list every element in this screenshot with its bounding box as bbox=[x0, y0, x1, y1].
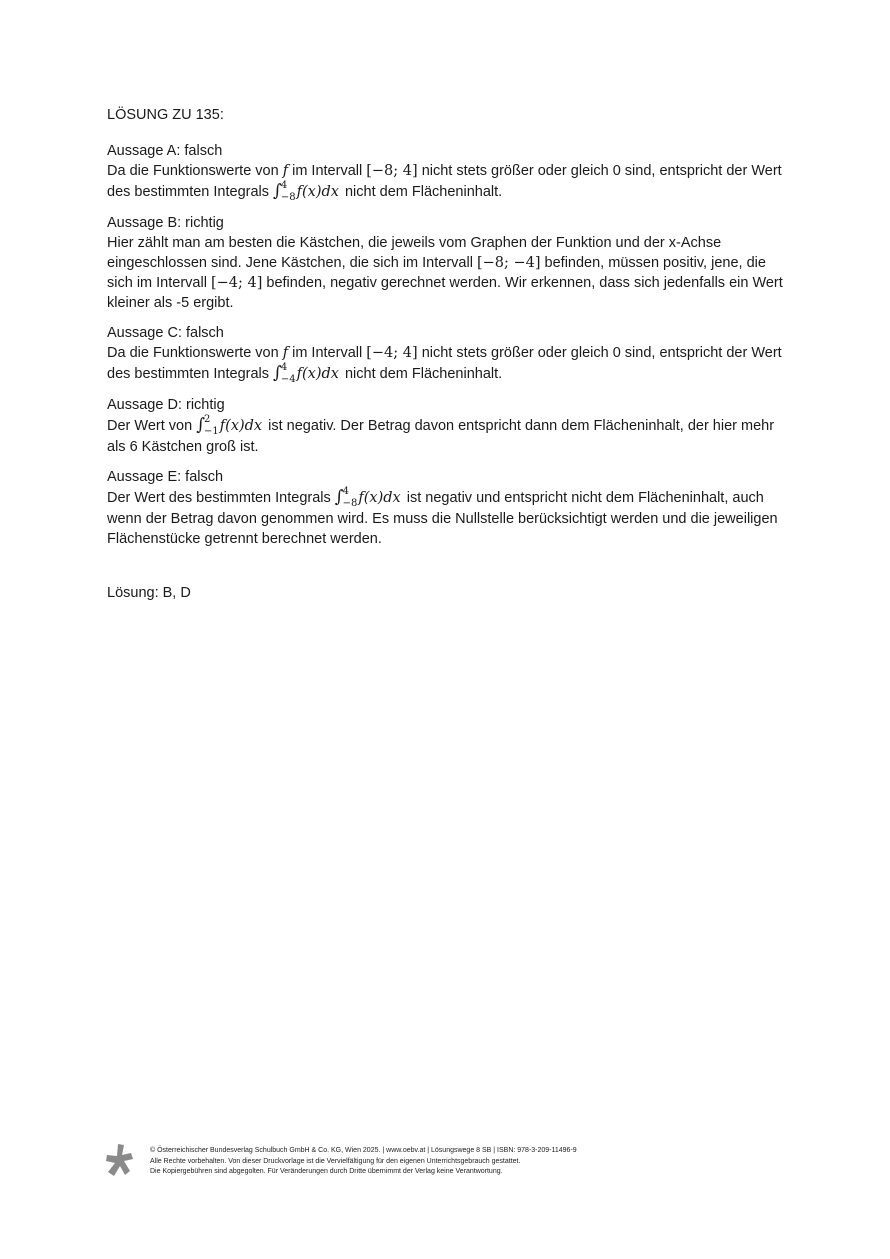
statement-b-heading: Aussage B: richtig bbox=[107, 215, 224, 231]
interval: [−8; 4] bbox=[366, 163, 418, 179]
interval: [−4; 4] bbox=[210, 275, 263, 291]
statement-a-text: Da die Funktionswerte von f im Intervall [−8; 4] nicht stets größer oder gleich 0 sind, entspricht der Wert des bestimmten Integrals ∫ 4 −8 f(x)dx nicht dem Flächeninhalt. bbox=[107, 163, 782, 203]
integral-expression: ∫ 2 −1 f(x)dx bbox=[196, 414, 263, 437]
publisher-logo-icon bbox=[105, 1144, 135, 1176]
final-solution: Lösung: B, D bbox=[107, 585, 191, 601]
integrand: f(x)dx bbox=[296, 184, 339, 200]
function-symbol: f bbox=[282, 163, 289, 179]
statement-d-text: Der Wert von ∫ 2 −1 f(x)dx ist negativ. Der Betrag davon entspricht dann dem Flächeninhalt, der hier mehr als 6 Kästchen groß ist. bbox=[107, 414, 775, 455]
integral-expression: ∫ 4 −8 f(x)dx bbox=[334, 486, 401, 509]
lower-limit: −4 bbox=[280, 374, 296, 385]
statement-a-heading: Aussage A: falsch bbox=[107, 143, 223, 159]
lower-limit: −1 bbox=[204, 426, 219, 437]
statement-c-text: Da die Funktionswerte von f im Intervall [−4; 4] nicht stets größer oder gleich 0 sind, entspricht der Wert des bestimmten Integrals ∫ 4 −4 f(x)dx nicht dem Flächeninhalt. bbox=[107, 345, 782, 385]
integral-expression: ∫ 4 −4 f(x)dx bbox=[273, 362, 339, 385]
statement-e-text: Der Wert des bestimmten Integrals ∫ 4 −8 f(x)dx ist negativ und entspricht nicht dem Flächeninhalt, auch wenn der Betrag davon genommen wird. Es muss die Nullstelle berücksichtigt werden und die jeweiligen Flächenstücke getrennt berechnet werden. bbox=[107, 486, 778, 547]
solution-page bbox=[107, 105, 787, 603]
integrand: f(x)dx bbox=[358, 490, 401, 506]
statement-c-heading: Aussage C: falsch bbox=[107, 325, 224, 341]
statement-b bbox=[107, 213, 787, 313]
interval: [−4; 4] bbox=[366, 345, 418, 361]
copyright-line-1: © Österreichischer Bundesverlag Schulbuch GmbH & Co. KG, Wien 2025. | www.oebv.at | Lösungswege 8 SB | ISBN: 978-3-209-11496-9 bbox=[150, 1147, 577, 1154]
page-footer bbox=[105, 1144, 805, 1180]
integrand: f(x)dx bbox=[219, 418, 263, 434]
function-symbol: f bbox=[282, 345, 289, 361]
page-title: LÖSUNG ZU 135: bbox=[107, 107, 224, 123]
copyright-line-2: Alle Rechte vorbehalten. Von dieser Druckvorlage ist die Vervielfältigung für den eigenen Unterrichtsgebrauch gestattet. bbox=[150, 1157, 521, 1165]
copyright-line-3: Die Kopiergebühren sind abgegolten. Für Veränderungen durch Dritte übernimmt der Verlag keine Verantwortung. bbox=[150, 1168, 503, 1175]
statement-e-heading: Aussage E: falsch bbox=[107, 469, 224, 485]
statement-d bbox=[107, 395, 787, 457]
statement-b-text: Hier zählt man am besten die Kästchen, die jeweils vom Graphen der Funktion und der x-Achse eingeschlossen sind. Jene Kästchen, die sich im Intervall [−8; −4] befinden, müssen positiv, jene, die sich im Intervall [−4; 4] befinden, negativ gerechnet werden. Wir erkennen, dass sich jedenfalls ein Wert kleiner als -5 ergibt. bbox=[107, 235, 783, 311]
upper-limit: 2 bbox=[204, 414, 211, 425]
upper-limit: 4 bbox=[342, 486, 350, 497]
lower-limit: −8 bbox=[342, 498, 358, 509]
upper-limit: 4 bbox=[280, 362, 288, 373]
upper-limit: 4 bbox=[280, 180, 288, 191]
copyright-notice bbox=[150, 1146, 577, 1178]
statement-a bbox=[107, 141, 787, 203]
integrand: f(x)dx bbox=[296, 366, 339, 382]
statement-e bbox=[107, 467, 787, 549]
interval: [−8; −4] bbox=[476, 255, 541, 271]
integral-expression: ∫ 4 −8 f(x)dx bbox=[273, 180, 339, 203]
lower-limit: −8 bbox=[280, 192, 296, 203]
statement-c bbox=[107, 323, 787, 385]
statement-d-heading: Aussage D: richtig bbox=[107, 397, 225, 413]
